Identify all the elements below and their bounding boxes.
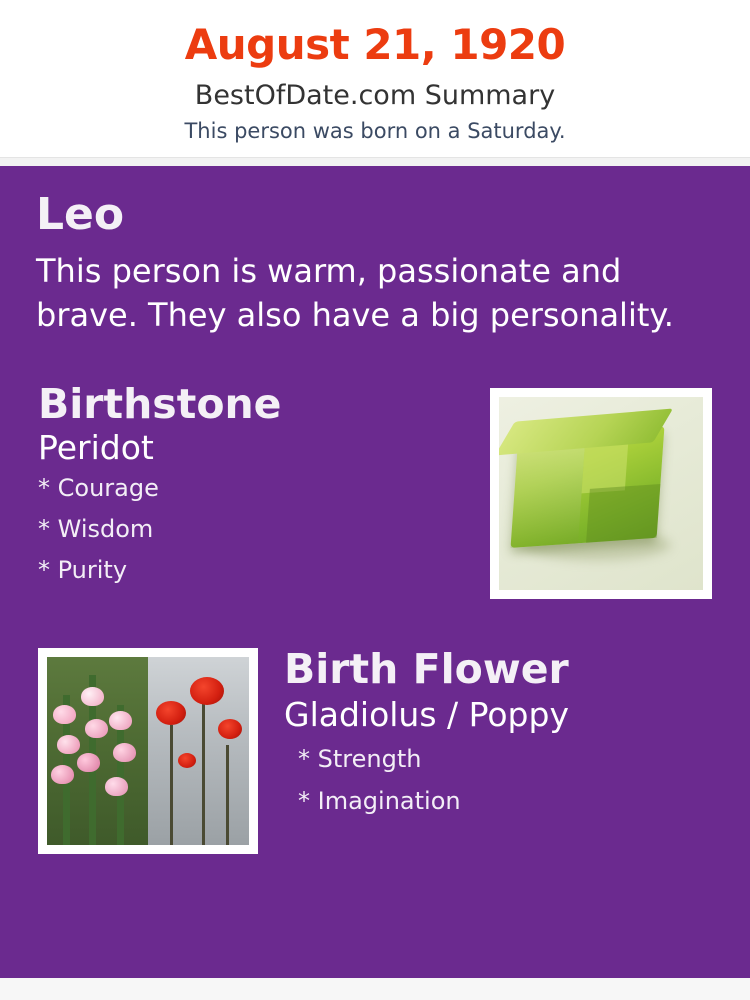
birthstone-name: Peridot — [38, 427, 154, 467]
details-panel — [0, 166, 750, 978]
poppy-bloom — [156, 701, 186, 725]
gladiolus-bloom — [57, 735, 80, 754]
birthstone-trait: * Purity — [38, 555, 128, 584]
poppy-stem — [170, 725, 173, 845]
gladiolus-bloom — [109, 711, 132, 730]
poppy-bloom — [190, 677, 224, 705]
birth-date-title: August 21, 1920 — [184, 20, 566, 69]
birth-flower-title: Birth Flower — [284, 644, 569, 693]
poppy-stem — [202, 695, 205, 845]
gladiolus-poppy-photo — [38, 648, 258, 854]
poppy-image-half — [148, 657, 249, 845]
gladiolus-bloom — [105, 777, 128, 796]
birth-flower-trait: * Strength — [298, 744, 422, 773]
gladiolus-bloom — [51, 765, 74, 784]
poppy-stem — [226, 745, 229, 845]
birthstone-trait: * Wisdom — [38, 514, 154, 543]
gladiolus-bloom — [77, 753, 100, 772]
zodiac-sign-title: Leo — [36, 189, 125, 241]
gladiolus-bloom — [113, 743, 136, 762]
birthstone-text-block — [34, 379, 464, 584]
birth-weekday-text: This person was born on a Saturday. — [184, 119, 566, 144]
birthstone-section — [34, 379, 716, 608]
gladiolus-bloom — [81, 687, 104, 706]
gladiolus-image-half — [47, 657, 148, 845]
site-name: BestOfDate.com Summary — [194, 80, 556, 112]
birth-flower-text-block — [284, 644, 716, 815]
gladiolus-bloom — [53, 705, 76, 724]
gladiolus-bloom — [85, 719, 108, 738]
peridot-image-inner — [499, 397, 703, 590]
poppy-bud — [178, 753, 196, 768]
poppy-bloom — [218, 719, 242, 739]
gem-facet — [586, 484, 660, 542]
birthstone-trait: * Courage — [38, 473, 159, 502]
peridot-gemstone-photo — [490, 388, 712, 599]
birth-flower-section — [34, 644, 716, 863]
card-header — [0, 0, 750, 157]
birth-flower-name: Gladiolus / Poppy — [284, 694, 569, 734]
header-divider — [0, 157, 750, 166]
flower-image-inner — [47, 657, 249, 845]
birthstone-title: Birthstone — [38, 379, 282, 428]
birth-flower-trait: * Imagination — [298, 786, 461, 815]
zodiac-description: This person is warm, passionate and brave. They also have a big personality. — [36, 251, 674, 334]
